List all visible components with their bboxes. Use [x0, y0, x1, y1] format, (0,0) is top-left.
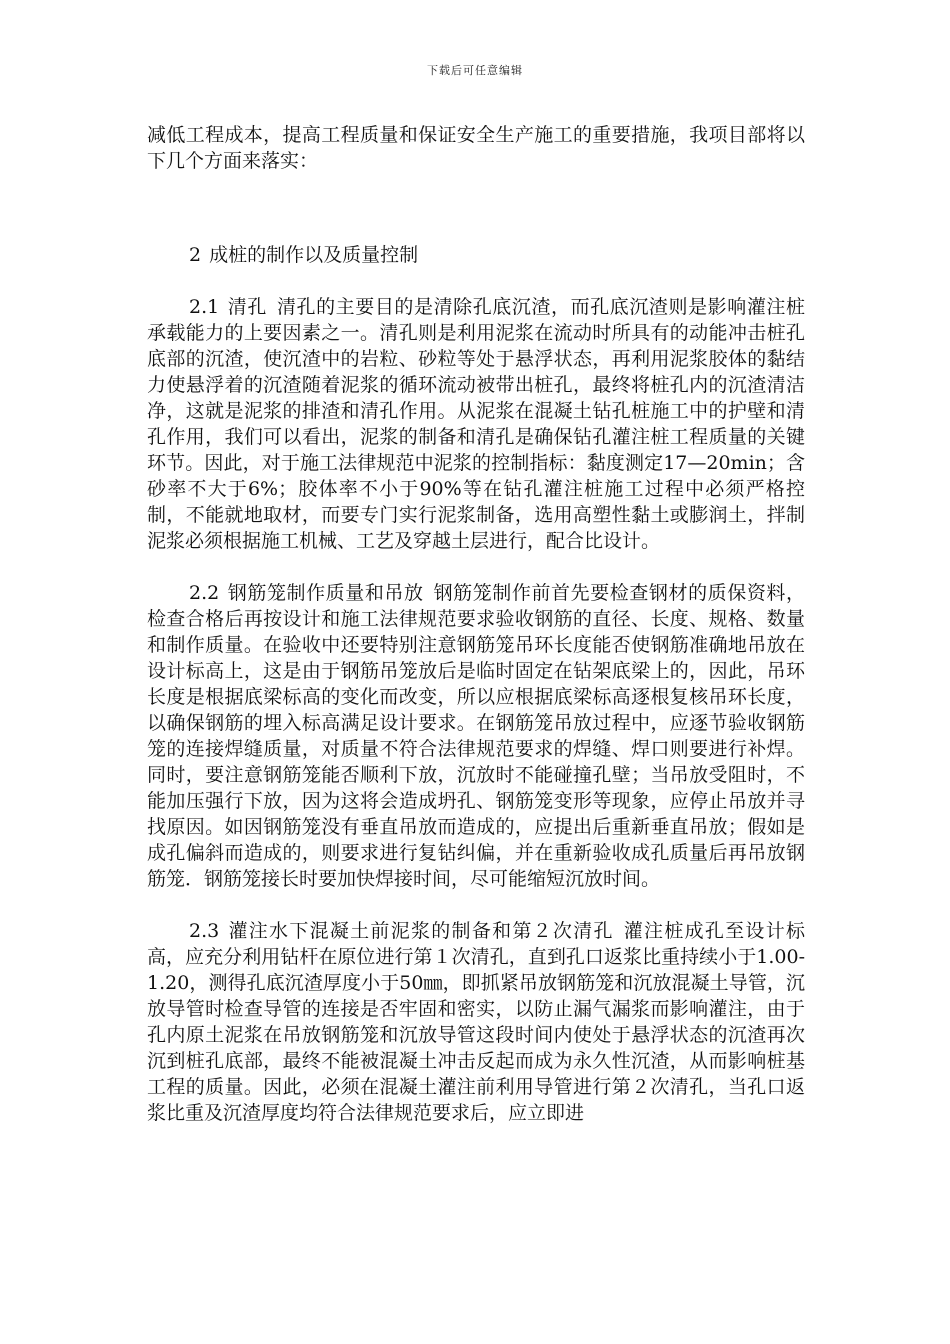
section-2-3-title: 灌注水下混凝土前泥浆的制备和第２次清孔: [227, 920, 614, 942]
section-2-2-title: 钢筋笼制作质量和吊放: [227, 582, 424, 604]
section-2-number: 2: [189, 244, 202, 266]
section-2-1-body: 清孔的主要目的是清除孔底沉渣，而孔底沉渣则是影响灌注桩承载能力的上要因素之一。清孔则是利用泥浆在流动时所具有的动能冲击桩孔底部的沉渣，使沉渣中的岩粒、砂粒等处于悬浮状态，再利用泥浆胶体的黏结力使悬浮着的沉渣随着泥浆的循环流动被带出桩孔，最终将桩孔内的沉渣清洁净，这就是泥浆的排渣和清孔作用。从泥浆在混凝土钻孔桩施工中的护壁和清孔作用，我们可以看出，泥浆的制备和清孔是确保钻孔灌注桩工程质量的关键环节。因此，对于施工法律规范中泥浆的控制指标：黏度测定17—20min；含砂率不大于6%；胶体率不小于90%等在钻孔灌注桩施工过程中必须严格控制，不能就地取材，而要专门实行泥浆制备，选用高塑性黏土或膨润土，拌制泥浆必须根据施工机械、工艺及穿越土层进行，配合比设计。: [147, 296, 805, 552]
spacer: [147, 554, 805, 580]
section-2-heading: [147, 242, 805, 268]
document-body: [147, 122, 805, 1126]
section-2-3-body: 灌注桩成孔至设计标高，应充分利用钻杆在原位进行第１次清孔，直到孔口返浆比重持续小于1.00-1.20，测得孔底沉渣厚度小于50㎜，即抓紧吊放钢筋笼和沉放混凝土导管，沉放导管时检查导管的连接是否牢固和密实，以防止漏气漏浆而影响灌注，由于孔内原土泥浆在吊放钢筋笼和沉放导管这段时间内使处于悬浮状态的沉渣再次沉到桩孔底部，最终不能被混凝土冲击反起而成为永久性沉渣，从而影响桩基工程的质量。因此，必须在混凝土灌注前利用导管进行第２次清孔，当孔口返浆比重及沉渣厚度均符合法律规范要求后，应立即进: [147, 920, 805, 1124]
section-2-2-body: 钢筋笼制作前首先要检查钢材的质保资料，检查合格后再按设计和施工法律规范要求验收钢筋的直径、长度、规格、数量和制作质量。在验收中还要特别注意钢筋笼吊环长度能否使钢筋准确地吊放在设计标高上，这是由于钢筋吊笼放后是临时固定在钻架底梁上的，因此，吊环长度是根据底梁标高的变化而改变，所以应根据底梁标高逐根复核吊环长度，以确保钢筋的埋入标高满足设计要求。在钢筋笼吊放过程中，应逐节验收钢筋笼的连接焊缝质量，对质量不符合法律规范要求的焊缝、焊口则要进行补焊。同时，要注意钢筋笼能否顺利下放，沉放时不能碰撞孔壁；当吊放受阻时，不能加压强行下放，因为这将会造成坍孔、钢筋笼变形等现象，应停止吊放并寻找原因。如因钢筋笼没有垂直吊放而造成的，应提出后重新垂直吊放；假如是成孔偏斜而造成的，则要求进行复钻纠偏，并在重新验收成孔质量后再吊放钢筋笼．钢筋笼接长时要加快焊接时间，尽可能缩短沉放时间。: [147, 582, 805, 890]
section-2-3-paragraph: [147, 918, 805, 1126]
section-2-2-paragraph: [147, 580, 805, 892]
section-2-1-title: 清孔: [227, 296, 267, 318]
section-2-2-number: 2.2: [189, 582, 220, 604]
spacer: [147, 892, 805, 918]
spacer: [147, 268, 805, 294]
section-2-title: 成桩的制作以及质量控制: [209, 244, 419, 266]
section-2-1-number: 2.1: [189, 296, 220, 318]
section-2-3-number: 2.3: [189, 920, 220, 942]
intro-paragraph: 减低工程成本，提高工程质量和保证安全生产施工的重要措施，我项目部将以下几个方面来落实：: [147, 124, 805, 172]
spacer: [147, 174, 805, 242]
download-note-header: 下载后可任意编辑: [427, 64, 523, 77]
section-2-1-paragraph: [147, 294, 805, 554]
